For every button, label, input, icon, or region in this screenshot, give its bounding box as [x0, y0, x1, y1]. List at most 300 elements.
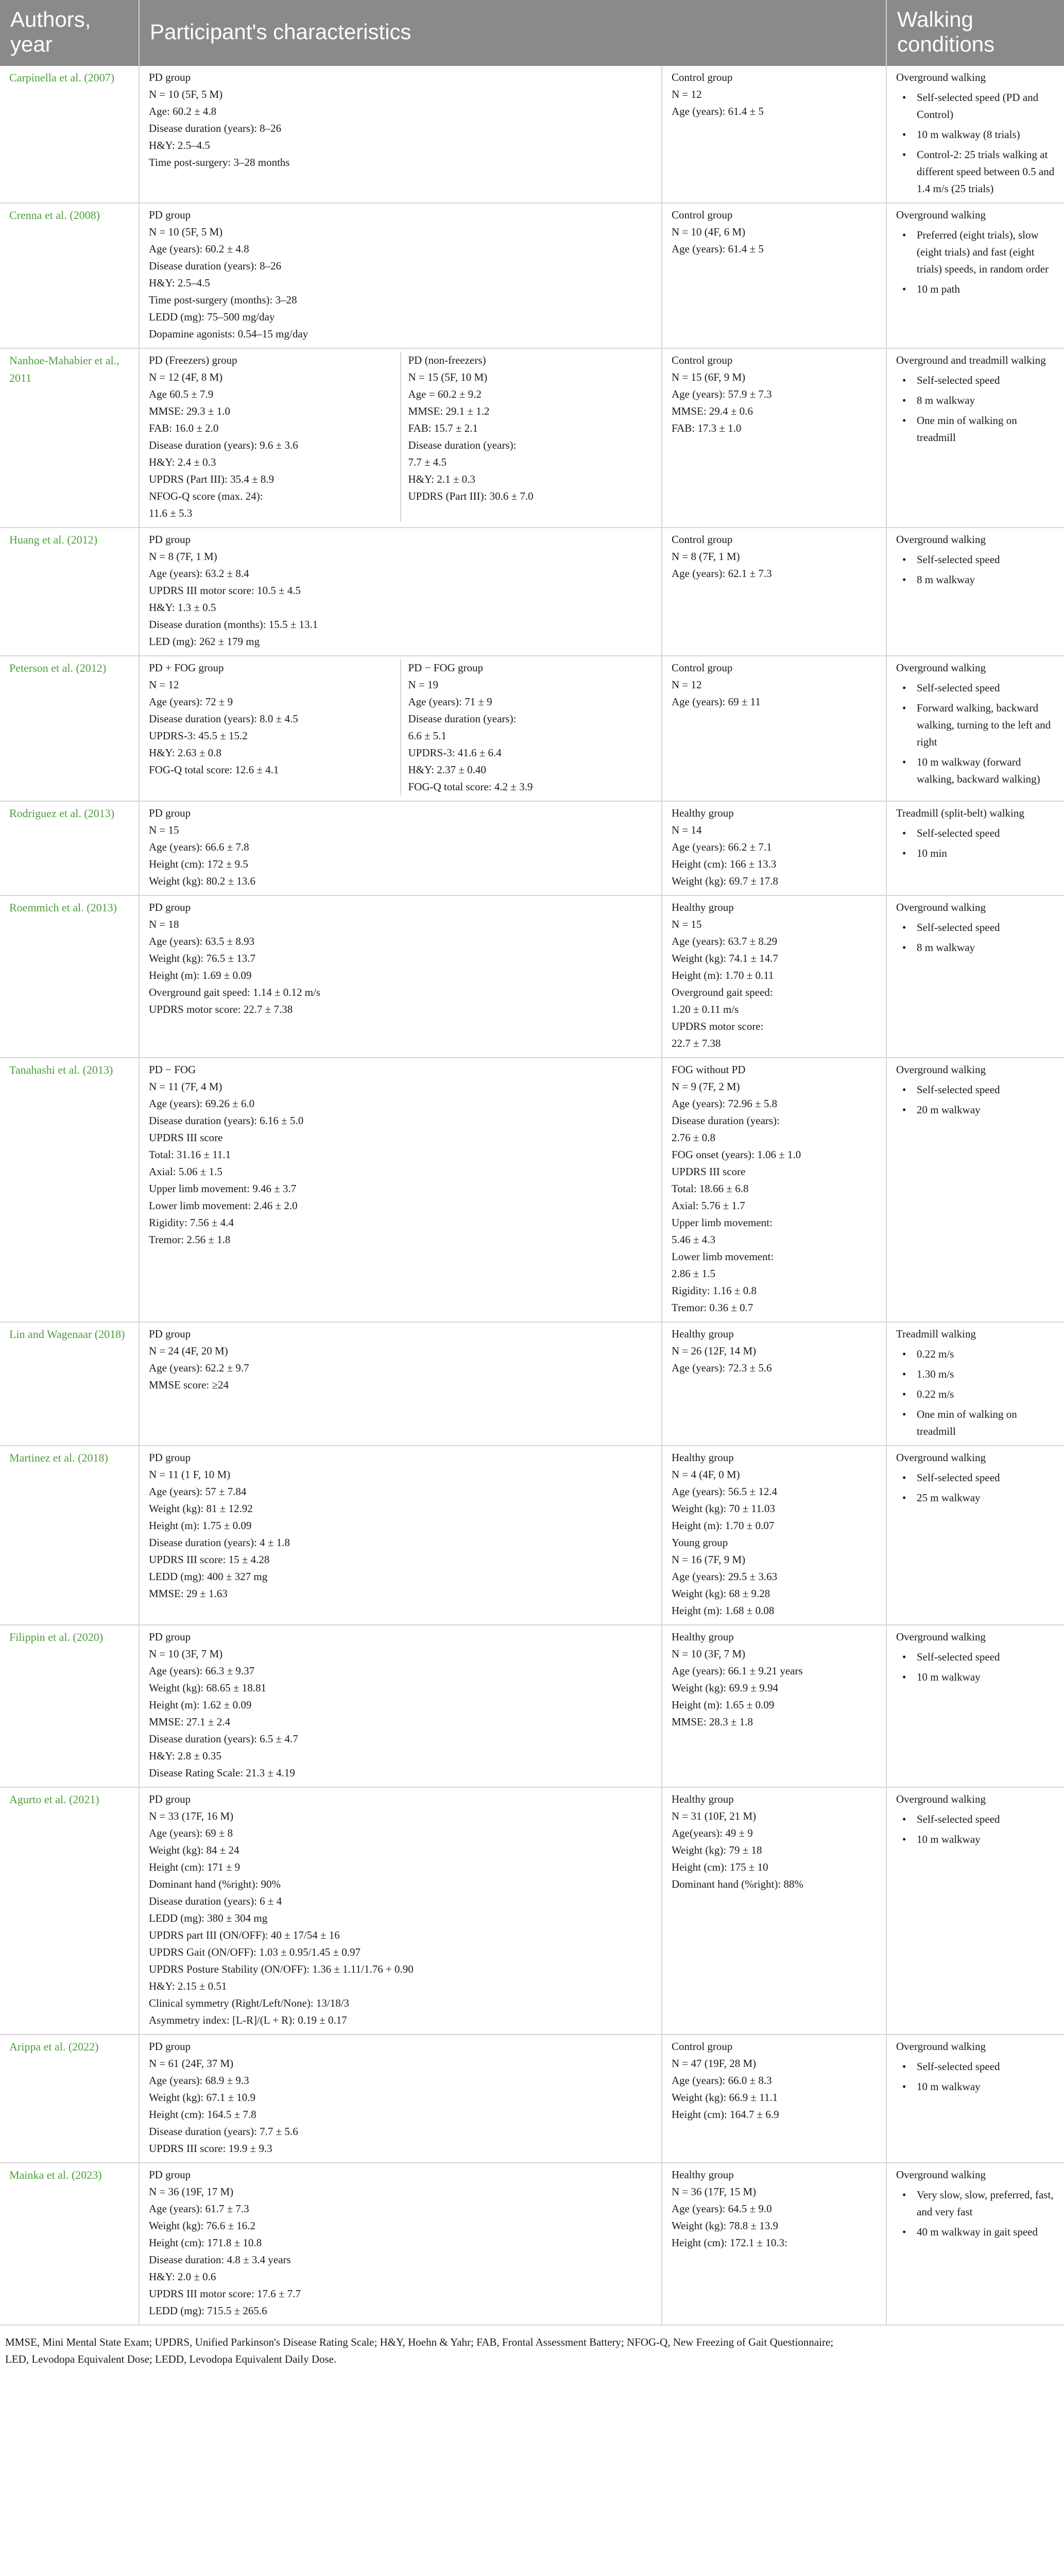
control-characteristic: Weight (kg): 66.9 ± 11.1: [672, 2091, 778, 2104]
walking-condition-item: • 0.22 m/s: [896, 1386, 1055, 1403]
patient-group: [149, 1449, 652, 1602]
control-group-title: Control group: [672, 209, 733, 221]
group-title: PD + FOG group: [149, 662, 224, 674]
group-characteristic: N = 24 (4F, 20 M): [149, 1345, 228, 1357]
control-characteristic: Weight (kg): 78.8 ± 13.9: [672, 2219, 778, 2232]
control-group-title: Healthy group: [672, 2168, 734, 2181]
group-characteristic: Disease duration (years):: [408, 439, 517, 451]
group-characteristic: Disease duration (years): 6.5 ± 4.7: [149, 1733, 298, 1745]
group-characteristic: N = 15: [149, 824, 179, 836]
group-characteristic: N = 12: [149, 679, 179, 691]
group-title: PD group: [149, 533, 191, 546]
group-characteristic: Weight (kg): 80.2 ± 13.6: [149, 875, 255, 887]
walking-condition-list: [896, 227, 1055, 298]
control-characteristic: N = 12: [672, 88, 702, 100]
walking-conditions-cell: [886, 1446, 1064, 1625]
control-group-title: FOG without PD: [672, 1063, 746, 1076]
control-group-title: Healthy group: [672, 1631, 734, 1643]
control-characteristic: Height (m): 1.70 ± 0.11: [672, 969, 774, 981]
author-link[interactable]: Nanhoe-Mahabier et al., 2011: [9, 354, 119, 384]
author-link[interactable]: Agurto et al. (2021): [9, 1793, 99, 1806]
walking-condition-title: Overground walking: [896, 1631, 986, 1643]
author-cell: [0, 348, 139, 528]
control-group-cell: [662, 203, 886, 348]
group-characteristic: N = 15 (5F, 10 M): [408, 371, 488, 383]
group-characteristic: FAB: 16.0 ± 2.0: [149, 422, 219, 434]
group-characteristic: Weight (kg): 81 ± 12.92: [149, 1502, 253, 1515]
control-characteristic: Age(years): 49 ± 9: [672, 1827, 753, 1839]
control-characteristic: N = 15: [672, 918, 702, 930]
control-group-title: Control group: [672, 533, 733, 546]
author-link[interactable]: Crenna et al. (2008): [9, 209, 100, 222]
group-characteristic: N = 33 (17F, 16 M): [149, 1810, 234, 1822]
author-cell: [0, 1625, 139, 1787]
group-characteristic: Disease Rating Scale: 21.3 ± 4.19: [149, 1767, 295, 1779]
walking-conditions-cell: [886, 801, 1064, 895]
control-characteristic: Age (years): 66.0 ± 8.3: [672, 2074, 772, 2087]
group-characteristic: Disease duration: 4.8 ± 3.4 years: [149, 2253, 291, 2266]
walking-condition-item: • 10 min: [896, 845, 1055, 862]
table-row: [0, 203, 1064, 348]
group-title: PD group: [149, 1328, 191, 1340]
author-cell: [0, 66, 139, 203]
group-characteristic: Age (years): 63.5 ± 8.93: [149, 935, 255, 947]
walking-condition-list: [896, 1469, 1055, 1506]
control-group-cell: [662, 2163, 886, 2325]
group-characteristic: LEDD (mg): 380 ± 304 mg: [149, 1912, 268, 1924]
table-row: [0, 1446, 1064, 1625]
header-participants: Participant's characteristics: [139, 0, 886, 66]
group-characteristic: N = 11 (1 F, 10 M): [149, 1468, 231, 1481]
group-title: PD − FOG: [149, 1063, 196, 1076]
walking-conditions-cell: [886, 656, 1064, 801]
group-characteristic: MMSE score: ≥24: [149, 1379, 229, 1391]
group-title: PD group: [149, 2168, 191, 2181]
control-group-cell: [662, 1322, 886, 1446]
group-characteristic: LED (mg): 262 ± 179 mg: [149, 635, 260, 648]
group-title: PD group: [149, 1793, 191, 1805]
control-characteristic: Young group: [672, 1536, 728, 1549]
walking-condition-title: Overground walking: [896, 1063, 986, 1076]
control-characteristic: N = 4 (4F, 0 M): [672, 1468, 740, 1481]
group-characteristic: LEDD (mg): 400 ± 327 mg: [149, 1570, 268, 1583]
group-characteristic: Age = 60.2 ± 9.2: [408, 388, 482, 400]
group-characteristic: Disease duration (years): 9.6 ± 3.6: [149, 439, 298, 451]
walking-condition-item: • 40 m walkway in gait speed: [896, 2224, 1055, 2241]
walking-condition-list: [896, 551, 1055, 588]
group-characteristic: MMSE: 29.1 ± 1.2: [408, 405, 490, 417]
walking-condition-title: Overground walking: [896, 533, 986, 546]
group-characteristic: Height (cm): 164.5 ± 7.8: [149, 2108, 256, 2121]
group-characteristic: N = 12 (4F, 8 M): [149, 371, 223, 383]
group-characteristic: Age (years): 68.9 ± 9.3: [149, 2074, 249, 2087]
patient-group: [149, 1791, 652, 2029]
walking-condition-list: [896, 1081, 1055, 1118]
patient-group: [149, 659, 400, 795]
walking-condition-item: • Self-selected speed (PD and Control): [896, 89, 1055, 123]
group-characteristic: Rigidity: 7.56 ± 4.4: [149, 1216, 234, 1229]
group-characteristic: Disease duration (years): 7.7 ± 5.6: [149, 2125, 298, 2138]
table-row: [0, 1058, 1064, 1322]
group-characteristic: H&Y: 2.63 ± 0.8: [149, 747, 221, 759]
control-characteristic: N = 36 (17F, 15 M): [672, 2185, 757, 2198]
patient-groups-cell: [139, 895, 662, 1058]
walking-condition-title: Overground walking: [896, 209, 986, 221]
group-characteristic: UPDRS III score: 19.9 ± 9.3: [149, 2142, 272, 2155]
author-link[interactable]: Arippa et al. (2022): [9, 2040, 99, 2053]
walking-condition-item: • 20 m walkway: [896, 1101, 1055, 1118]
group-characteristic: Upper limb movement: 9.46 ± 3.7: [149, 1182, 297, 1195]
control-characteristic: Age (years): 61.4 ± 5: [672, 243, 764, 255]
patient-groups-cell: [139, 66, 662, 203]
walking-condition-item: • 8 m walkway: [896, 571, 1055, 588]
table-row: [0, 801, 1064, 895]
group-characteristic: Age (years): 72 ± 9: [149, 696, 233, 708]
control-group-cell: [662, 66, 886, 203]
patient-groups-cell: [139, 1787, 662, 2035]
group-characteristic: MMSE: 27.1 ± 2.4: [149, 1716, 230, 1728]
walking-conditions-cell: [886, 528, 1064, 656]
patient-group: [149, 2166, 652, 2319]
control-group-title: Healthy group: [672, 901, 734, 913]
control-characteristic: N = 14: [672, 824, 702, 836]
control-characteristic: N = 47 (19F, 28 M): [672, 2057, 757, 2070]
control-characteristic: 22.7 ± 7.38: [672, 1037, 721, 1049]
walking-condition-list: [896, 372, 1055, 446]
walking-condition-item: • Self-selected speed: [896, 919, 1055, 936]
group-characteristic: H&Y: 2.8 ± 0.35: [149, 1750, 221, 1762]
control-characteristic: Age (years): 63.7 ± 8.29: [672, 935, 778, 947]
group-characteristic: UPDRS Gait (ON/OFF): 1.03 ± 0.95/1.45 ± 0.97: [149, 1946, 361, 1958]
author-link[interactable]: Roemmich et al. (2013): [9, 901, 117, 914]
table-body: [0, 66, 1064, 2325]
author-cell: [0, 2035, 139, 2163]
footnote-line: MMSE, Mini Mental State Exam; UPDRS, Unified Parkinson's Disease Rating Scale; H&Y, Hoehn & Yahr; FAB, Frontal Assessment Battery; NFOG-Q, New Freezing of Gait Questionnaire;: [5, 2336, 834, 2348]
walking-condition-list: [896, 919, 1055, 956]
patient-group: [149, 1326, 652, 1394]
control-characteristic: Weight (kg): 79 ± 18: [672, 1844, 762, 1856]
walking-condition-item: • 1.30 m/s: [896, 1366, 1055, 1383]
control-characteristic: Age (years): 62.1 ± 7.3: [672, 567, 772, 580]
control-characteristic: N = 31 (10F, 21 M): [672, 1810, 757, 1822]
patient-group: [400, 352, 653, 522]
group-characteristic: UPDRS III score: [149, 1131, 223, 1144]
group-characteristic: Total: 31.16 ± 11.1: [149, 1148, 231, 1161]
author-link[interactable]: Carpinella et al. (2007): [9, 71, 115, 84]
group-characteristic: Dopamine agonists: 0.54–15 mg/day: [149, 328, 308, 340]
table-row: [0, 528, 1064, 656]
group-characteristic: Age (years): 71 ± 9: [408, 696, 492, 708]
group-characteristic: Weight (kg): 84 ± 24: [149, 1844, 239, 1856]
author-link[interactable]: Huang et al. (2012): [9, 533, 98, 546]
walking-condition-item: • 10 m walkway (forward walking, backward walking): [896, 754, 1055, 788]
patient-group: [149, 69, 652, 171]
author-cell: [0, 895, 139, 1058]
control-group-cell: [662, 1058, 886, 1322]
control-characteristic: Weight (kg): 74.1 ± 14.7: [672, 952, 778, 964]
author-cell: [0, 1322, 139, 1446]
control-characteristic: Height (m): 1.70 ± 0.07: [672, 1519, 775, 1532]
control-characteristic: Age (years): 29.5 ± 3.63: [672, 1570, 778, 1583]
walking-conditions-cell: [886, 66, 1064, 203]
group-characteristic: Time post-surgery (months): 3–28: [149, 294, 297, 306]
group-characteristic: Weight (kg): 67.1 ± 10.9: [149, 2091, 255, 2104]
control-characteristic: Weight (kg): 69.9 ± 9.94: [672, 1682, 778, 1694]
group-characteristic: Height (m): 1.69 ± 0.09: [149, 969, 252, 981]
control-characteristic: Height (m): 1.68 ± 0.08: [672, 1604, 775, 1617]
author-link[interactable]: Tanahashi et al. (2013): [9, 1063, 113, 1076]
walking-condition-item: • 10 m walkway: [896, 1831, 1055, 1848]
walking-condition-item: • Self-selected speed: [896, 1811, 1055, 1828]
group-characteristic: Height (cm): 171 ± 9: [149, 1861, 241, 1873]
table-footnote: [0, 2326, 1064, 2368]
group-characteristic: H&Y: 2.15 ± 0.51: [149, 1980, 227, 1992]
walking-condition-item: • Control-2: 25 trials walking at different speed between 0.5 and 1.4 m/s (25 trials): [896, 146, 1055, 197]
walking-conditions-cell: [886, 1322, 1064, 1446]
header-walking-conditions: Walking conditions: [886, 0, 1064, 66]
control-group-title: Healthy group: [672, 1328, 734, 1340]
group-characteristic: FAB: 15.7 ± 2.1: [408, 422, 478, 434]
group-title: PD group: [149, 1631, 191, 1643]
group-characteristic: UPDRS (Part III): 30.6 ± 7.0: [408, 490, 534, 502]
patient-groups-cell: [139, 1058, 662, 1322]
author-cell: [0, 1446, 139, 1625]
group-characteristic: Clinical symmetry (Right/Left/None): 13/18/3: [149, 1997, 350, 2009]
control-characteristic: Height (cm): 164.7 ± 6.9: [672, 2108, 779, 2121]
patient-group: [149, 1629, 652, 1782]
group-characteristic: H&Y: 2.5–4.5: [149, 277, 210, 289]
walking-condition-list: [896, 2058, 1055, 2095]
control-characteristic: Total: 18.66 ± 6.8: [672, 1182, 749, 1195]
control-characteristic: Tremor: 0.36 ± 0.7: [672, 1301, 753, 1314]
table-row: [0, 1625, 1064, 1787]
walking-condition-title: Overground walking: [896, 1451, 986, 1464]
group-characteristic: H&Y: 2.37 ± 0.40: [408, 764, 486, 776]
walking-conditions-cell: [886, 1625, 1064, 1787]
control-characteristic: N = 9 (7F, 2 M): [672, 1080, 740, 1093]
group-characteristic: N = 36 (19F, 17 M): [149, 2185, 234, 2198]
control-characteristic: 5.46 ± 4.3: [672, 1233, 716, 1246]
group-characteristic: N = 19: [408, 679, 439, 691]
group-characteristic: Height (cm): 171.8 ± 10.8: [149, 2236, 262, 2249]
group-characteristic: Asymmetry index: [L-R]/(L + R): 0.19 ± 0.17: [149, 2014, 347, 2026]
control-characteristic: Height (cm): 166 ± 13.3: [672, 858, 777, 870]
walking-condition-item: • Self-selected speed: [896, 825, 1055, 842]
group-title: PD − FOG group: [408, 662, 483, 674]
walking-condition-title: Overground and treadmill walking: [896, 354, 1046, 366]
group-title: PD group: [149, 901, 191, 913]
walking-condition-item: • Very slow, slow, preferred, fast, and very fast: [896, 2187, 1055, 2221]
group-characteristic: Age: 60.2 ± 4.8: [149, 105, 217, 117]
patient-group: [149, 805, 652, 890]
group-characteristic: Age (years): 66.6 ± 7.8: [149, 841, 249, 853]
walking-conditions-cell: [886, 203, 1064, 348]
table-row: [0, 656, 1064, 801]
control-characteristic: Weight (kg): 70 ± 11.03: [672, 1502, 775, 1515]
patient-group: [149, 899, 652, 1018]
control-group-cell: [662, 348, 886, 528]
walking-conditions-cell: [886, 348, 1064, 528]
control-characteristic: N = 16 (7F, 9 M): [672, 1553, 746, 1566]
control-group-cell: [662, 1446, 886, 1625]
table-row: [0, 895, 1064, 1058]
table-header-row: [0, 0, 1064, 66]
author-link[interactable]: Martinez et al. (2018): [9, 1451, 108, 1464]
control-characteristic: MMSE: 28.3 ± 1.8: [672, 1716, 753, 1728]
walking-condition-title: Treadmill (split-belt) walking: [896, 807, 1024, 819]
walking-condition-item: • Forward walking, backward walking, turning to the left and right: [896, 700, 1055, 751]
group-characteristic: Age 60.5 ± 7.9: [149, 388, 214, 400]
group-characteristic: 7.7 ± 4.5: [408, 456, 447, 468]
control-characteristic: Age (years): 66.2 ± 7.1: [672, 841, 772, 853]
group-characteristic: N = 10 (3F, 7 M): [149, 1648, 223, 1660]
header-authors-year: Authors, year: [0, 0, 139, 66]
group-characteristic: Disease duration (years): 8.0 ± 4.5: [149, 713, 298, 725]
group-characteristic: Age (years): 57 ± 7.84: [149, 1485, 247, 1498]
control-group-title: Control group: [672, 662, 733, 674]
walking-condition-item: • 25 m walkway: [896, 1489, 1055, 1506]
group-characteristic: H&Y: 1.3 ± 0.5: [149, 601, 216, 614]
group-characteristic: Disease duration (months): 15.5 ± 13.1: [149, 618, 318, 631]
control-characteristic: Upper limb movement:: [672, 1216, 773, 1229]
group-characteristic: Height (m): 1.62 ± 0.09: [149, 1699, 252, 1711]
group-title: PD (Freezers) group: [149, 354, 237, 366]
control-characteristic: Height (cm): 175 ± 10: [672, 1861, 768, 1873]
control-group-title: Control group: [672, 354, 733, 366]
walking-condition-item: • Self-selected speed: [896, 1081, 1055, 1098]
walking-condition-item: • 10 m walkway (8 trials): [896, 126, 1055, 143]
control-characteristic: 2.86 ± 1.5: [672, 1267, 716, 1280]
group-characteristic: UPDRS-3: 41.6 ± 6.4: [408, 747, 502, 759]
walking-condition-item: • Self-selected speed: [896, 1469, 1055, 1486]
group-characteristic: Weight (kg): 68.65 ± 18.81: [149, 1682, 266, 1694]
group-characteristic: Disease duration (years): 4 ± 1.8: [149, 1536, 290, 1549]
walking-condition-item: • Self-selected speed: [896, 372, 1055, 389]
control-characteristic: Weight (kg): 68 ± 9.28: [672, 1587, 770, 1600]
group-characteristic: H&Y: 2.4 ± 0.3: [149, 456, 216, 468]
control-characteristic: Lower limb movement:: [672, 1250, 774, 1263]
walking-conditions-cell: [886, 2035, 1064, 2163]
control-characteristic: Age (years): 57.9 ± 7.3: [672, 388, 772, 400]
walking-conditions-cell: [886, 895, 1064, 1058]
walking-condition-list: [896, 680, 1055, 788]
group-characteristic: Weight (kg): 76.6 ± 16.2: [149, 2219, 255, 2232]
table-row: [0, 2163, 1064, 2325]
group-characteristic: Age (years): 69.26 ± 6.0: [149, 1097, 255, 1110]
group-title: PD (non-freezers): [408, 354, 486, 366]
walking-condition-list: [896, 2187, 1055, 2241]
walking-condition-item: • Self-selected speed: [896, 680, 1055, 697]
walking-condition-item: • 10 m walkway: [896, 2078, 1055, 2095]
patient-groups-cell: [139, 528, 662, 656]
control-characteristic: N = 12: [672, 679, 702, 691]
group-characteristic: N = 8 (7F, 1 M): [149, 550, 217, 563]
walking-condition-list: [896, 1346, 1055, 1440]
group-characteristic: Disease duration (years): 8–26: [149, 122, 282, 134]
patient-groups-cell: [139, 1322, 662, 1446]
group-characteristic: Disease duration (years): 6 ± 4: [149, 1895, 282, 1907]
control-characteristic: Height (m): 1.65 ± 0.09: [672, 1699, 775, 1711]
group-characteristic: Age (years): 63.2 ± 8.4: [149, 567, 249, 580]
group-characteristic: Disease duration (years): 6.16 ± 5.0: [149, 1114, 304, 1127]
walking-condition-item: • 8 m walkway: [896, 939, 1055, 956]
control-characteristic: FOG onset (years): 1.06 ± 1.0: [672, 1148, 801, 1161]
control-group-title: Healthy group: [672, 1793, 734, 1805]
table-row: [0, 2035, 1064, 2163]
control-characteristic: Disease duration (years):: [672, 1114, 780, 1127]
author-link[interactable]: Peterson et al. (2012): [9, 662, 107, 674]
control-characteristic: Age (years): 69 ± 11: [672, 696, 761, 708]
walking-conditions-cell: [886, 1058, 1064, 1322]
group-title: PD group: [149, 71, 191, 83]
walking-condition-list: [896, 89, 1055, 197]
control-characteristic: N = 8 (7F, 1 M): [672, 550, 740, 563]
walking-condition-item: • Preferred (eight trials), slow (eight trials) and fast (eight trials) speeds, in random order: [896, 227, 1055, 278]
patient-groups-cell: [139, 203, 662, 348]
group-characteristic: Dominant hand (%right): 90%: [149, 1878, 281, 1890]
group-characteristic: 6.6 ± 5.1: [408, 730, 447, 742]
group-characteristic: UPDRS-3: 45.5 ± 15.2: [149, 730, 248, 742]
group-characteristic: FOG-Q total score: 12.6 ± 4.1: [149, 764, 279, 776]
footnote-line: LED, Levodopa Equivalent Dose; LEDD, Levodopa Equivalent Daily Dose.: [5, 2353, 337, 2365]
author-link[interactable]: Lin and Wagenaar (2018): [9, 1328, 125, 1341]
group-characteristic: Tremor: 2.56 ± 1.8: [149, 1233, 231, 1246]
group-characteristic: NFOG-Q score (max. 24):: [149, 490, 263, 502]
patient-group: [149, 207, 652, 343]
control-group-cell: [662, 2035, 886, 2163]
author-link[interactable]: Filippin et al. (2020): [9, 1631, 104, 1643]
control-characteristic: N = 10 (3F, 7 M): [672, 1648, 746, 1660]
author-link[interactable]: Rodriguez et al. (2013): [9, 807, 115, 820]
group-characteristic: FOG-Q total score: 4.2 ± 3.9: [408, 781, 533, 793]
group-characteristic: LEDD (mg): 75–500 mg/day: [149, 311, 275, 323]
walking-condition-title: Overground walking: [896, 2168, 986, 2181]
walking-condition-item: • One min of walking on treadmill: [896, 1406, 1055, 1440]
author-cell: [0, 2163, 139, 2325]
group-characteristic: H&Y: 2.5–4.5: [149, 139, 210, 151]
group-characteristic: UPDRS motor score: 22.7 ± 7.38: [149, 1003, 293, 1015]
patient-groups-cell: [139, 1625, 662, 1787]
author-cell: [0, 801, 139, 895]
author-link[interactable]: Mainka et al. (2023): [9, 2168, 102, 2181]
walking-condition-title: Overground walking: [896, 2040, 986, 2053]
group-characteristic: Time post-surgery: 3–28 months: [149, 156, 290, 168]
table-row: [0, 348, 1064, 528]
author-cell: [0, 528, 139, 656]
control-characteristic: Age (years): 72.3 ± 5.6: [672, 1362, 772, 1374]
group-characteristic: LEDD (mg): 715.5 ± 265.6: [149, 2304, 267, 2317]
patient-group: [149, 1061, 652, 1248]
control-characteristic: Age (years): 72.96 ± 5.8: [672, 1097, 778, 1110]
control-characteristic: Age (years): 61.4 ± 5: [672, 105, 764, 117]
walking-condition-item: • 0.22 m/s: [896, 1346, 1055, 1363]
walking-condition-title: Overground walking: [896, 662, 986, 674]
group-characteristic: Axial: 5.06 ± 1.5: [149, 1165, 222, 1178]
control-characteristic: Age (years): 56.5 ± 12.4: [672, 1485, 778, 1498]
group-characteristic: Height (cm): 172 ± 9.5: [149, 858, 248, 870]
author-cell: [0, 656, 139, 801]
group-characteristic: Height (m): 1.75 ± 0.09: [149, 1519, 252, 1532]
patient-group: [400, 659, 653, 795]
control-characteristic: Age (years): 64.5 ± 9.0: [672, 2202, 772, 2215]
group-title: PD group: [149, 1451, 191, 1464]
patient-groups-cell: [139, 801, 662, 895]
control-group-cell: [662, 895, 886, 1058]
group-characteristic: Age (years): 66.3 ± 9.37: [149, 1665, 255, 1677]
group-characteristic: N = 11 (7F, 4 M): [149, 1080, 222, 1093]
control-characteristic: N = 10 (4F, 6 M): [672, 226, 746, 238]
control-characteristic: MMSE: 29.4 ± 0.6: [672, 405, 753, 417]
